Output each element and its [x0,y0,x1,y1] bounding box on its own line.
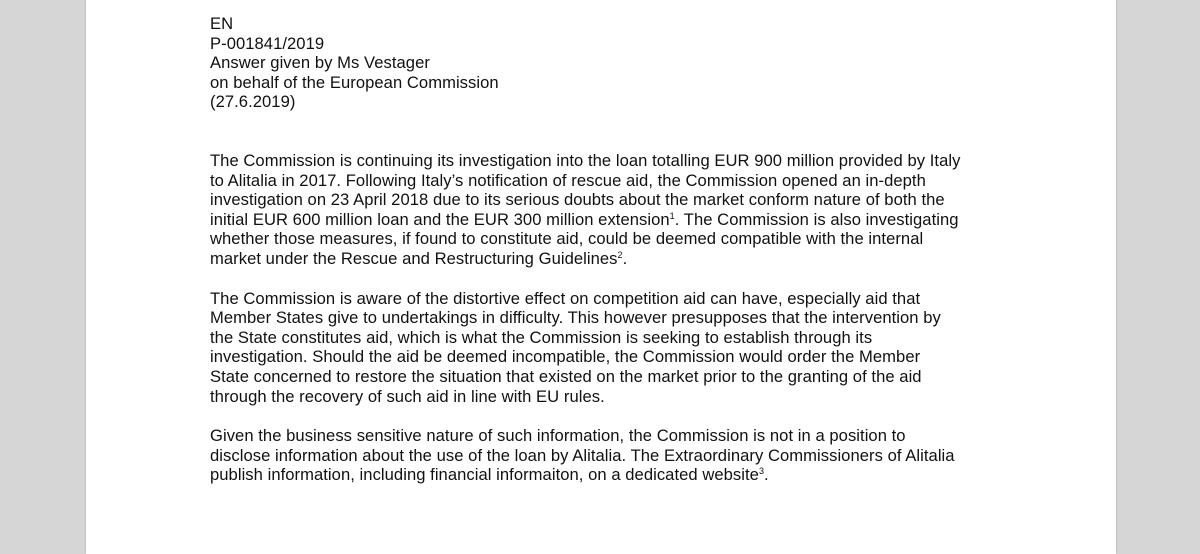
footnote-ref-1: 1 [669,210,675,221]
paragraph-distortive-effect [210,289,1070,407]
paragraph-line [210,210,1070,230]
paragraph-line [210,249,1070,269]
paragraph-line: investigation on 23 April 2018 due to its serious doubts about the market conform nature of both the [210,190,945,210]
paragraph-line: whether those measures, if found to constitute aid, could be deemed compatible with the internal [210,229,924,249]
paragraph-line: Given the business sensitive nature of such information, the Commission is not in a position to [210,426,906,446]
line-suffix: . [622,248,628,268]
line-text: initial EUR 600 million loan and the EUR 300 million extension [210,209,670,229]
document-page [86,0,1116,554]
answer-behalf-line: on behalf of the European Commission [210,72,499,92]
paragraph-line: Member States give to undertakings in difficulty. This however presupposes that the intervention by [210,308,941,328]
question-reference: P-001841/2019 [210,33,325,53]
answer-date: (27.6.2019) [210,92,296,112]
paragraph-line: The Commission is aware of the distortive effect on competition aid can have, especially aid that [210,288,921,308]
paragraph-line [210,465,1070,485]
paragraph-confidentiality [210,426,1070,485]
paragraph-line: to Alitalia in 2017. Following Italy’s notification of rescue aid, the Commission opened an in-depth [210,170,926,190]
line-suffix: . [764,465,769,485]
language-code: EN [210,14,234,33]
paragraph-investigation [210,151,1070,269]
paragraph-line: State concerned to restore the situation that existed on the market prior to the granting of the aid [210,366,922,386]
paragraph-line: The Commission is continuing its investigation into the loan totalling EUR 900 million provided by Italy [210,150,961,170]
paragraph-line: through the recovery of such aid in line with EU rules. [210,386,605,406]
answer-author-line: Answer given by Ms Vestager [210,53,430,73]
paragraph-line: investigation. Should the aid be deemed incompatible, the Commission would order the Member [210,347,921,367]
line-suffix: . The Commission is also investigating [674,209,959,229]
line-text: publish information, including financial informaiton, on a dedicated website [210,465,759,485]
paragraph-line: disclose information about the use of the loan by Alitalia. The Extraordinary Commissioners of Alitalia [210,445,955,465]
footnote-ref-3: 3 [758,466,765,477]
paragraph-line: the State constitutes aid, which is what the Commission is seeking to establish through its [210,327,873,347]
document-header [210,14,1070,112]
line-text: market under the Rescue and Restructuring Guidelines [210,248,618,268]
document-content [210,14,1070,505]
footnote-ref-2: 2 [617,249,623,260]
